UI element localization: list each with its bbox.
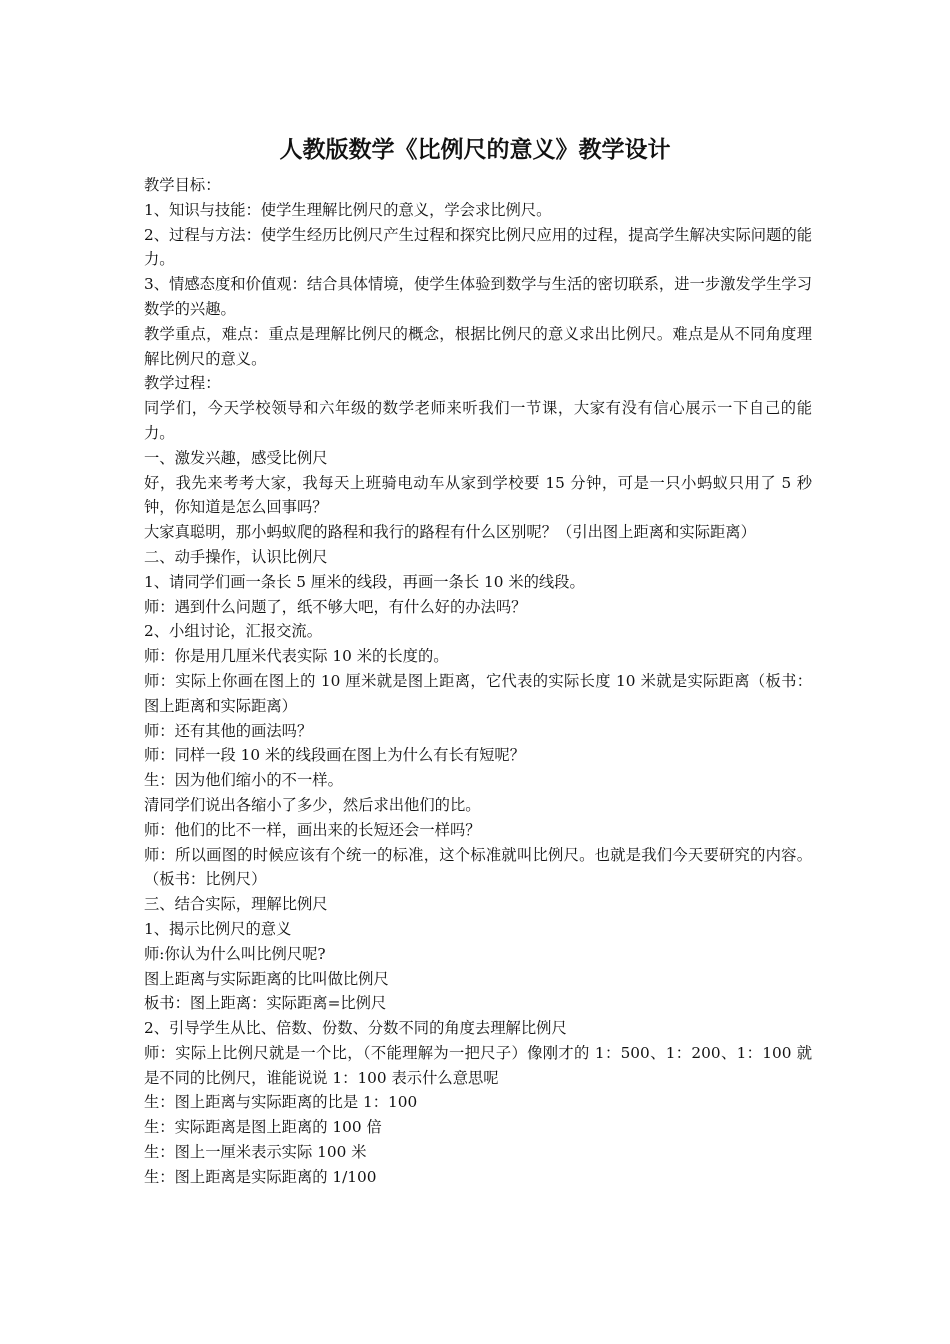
paragraph: 生：实际距离是图上距离的 100 倍	[144, 1118, 382, 1137]
paragraph: 2、过程与方法：使学生经历比例尺产生过程和探究比例尺应用的过程，提高学生解决实际问题的能力。	[144, 225, 812, 269]
paragraph: 师：实际上你画在图上的 10 厘米就是图上距离，它代表的实际长度 10 米就是实际距离（板书：图上距离和实际距离）	[144, 671, 812, 715]
paragraph: 三、结合实际，理解比例尺	[144, 895, 328, 914]
document-title: 人教版数学《比例尺的意义》教学设计	[279, 136, 671, 163]
paragraph: 师：实际上比例尺就是一个比，（不能理解为一把尺子）像刚才的 1：500、1：200、1：100 就是不同的比例尺，谁能说说 1：100 表示什么意思呢	[144, 1043, 812, 1087]
paragraph: 生：因为他们缩小的不一样。	[144, 771, 343, 790]
paragraph: 师：所以画图的时候应该有个统一的标准，这个标准就叫比例尺。也就是我们今天要研究的内容。（板书：比例尺）	[144, 845, 812, 889]
paragraph: 师：还有其他的画法吗？	[144, 721, 313, 740]
paragraph: 一、激发兴趣，感受比例尺	[144, 448, 328, 467]
paragraph: 师：他们的比不一样，画出来的长短还会一样吗？	[144, 820, 481, 839]
paragraph: 板书：图上距离：实际距离=比例尺	[144, 994, 387, 1013]
paragraph: 好，我先来考考大家，我每天上班骑电动车从家到学校要 15 分钟，可是一只小蚂蚁只用了 5 秒钟，你知道是怎么回事吗？	[144, 473, 812, 517]
paragraph: 师：同样一段 10 米的线段画在图上为什么有长有短呢？	[144, 746, 526, 765]
paragraph: 1、揭示比例尺的意义	[144, 919, 292, 938]
paragraph: 清同学们说出各缩小了多少，然后求出他们的比。	[144, 795, 481, 814]
paragraph: 同学们，今天学校领导和六年级的数学老师来听我们一节课，大家有没有信心展示一下自己的能力。	[144, 399, 812, 442]
paragraph: 二、动手操作，认识比例尺	[144, 547, 328, 566]
paragraph: 图上距离与实际距离的比叫做比例尺	[144, 969, 389, 988]
paragraph: 师：遇到什么问题了，纸不够大吧，有什么好的办法吗？	[144, 597, 527, 616]
paragraph: 2、引导学生从比、倍数、份数、分数不同的角度去理解比例尺	[144, 1019, 567, 1038]
paragraph: 大家真聪明，那小蚂蚁爬的路程和我行的路程有什么区别呢？（引出图上距离和实际距离）	[144, 523, 756, 542]
paragraph: 教学过程：	[144, 374, 221, 393]
paragraph: 生：图上距离与实际距离的比是 1：100	[144, 1093, 418, 1112]
paragraph: 3、情感态度和价值观：结合具体情境，使学生体验到数学与生活的密切联系，进一步激发学生学习数学的兴趣。	[144, 275, 812, 318]
paragraph: 1、请同学们画一条长 5 厘米的线段，再画一条长 10 米的线段。	[144, 572, 585, 591]
paragraph: 教学重点，难点：重点是理解比例尺的概念，根据比例尺的意义求出比例尺。难点是从不同角度理解比例尺的意义。	[144, 324, 812, 368]
paragraph: 生：图上一厘米表示实际 100 米	[144, 1143, 367, 1162]
paragraph: 2、小组讨论，汇报交流。	[144, 622, 322, 641]
paragraph: 师:你认为什么叫比例尺呢?	[144, 944, 326, 963]
paragraph: 生：图上距离是实际距离的 1/100	[144, 1167, 377, 1186]
paragraph: 教学目标：	[144, 176, 221, 194]
paragraph: 师：你是用几厘米代表实际 10 米的长度的。	[144, 647, 449, 666]
document-body	[144, 173, 812, 1190]
paragraph: 1、知识与技能：使学生理解比例尺的意义，学会求比例尺。	[144, 200, 552, 219]
